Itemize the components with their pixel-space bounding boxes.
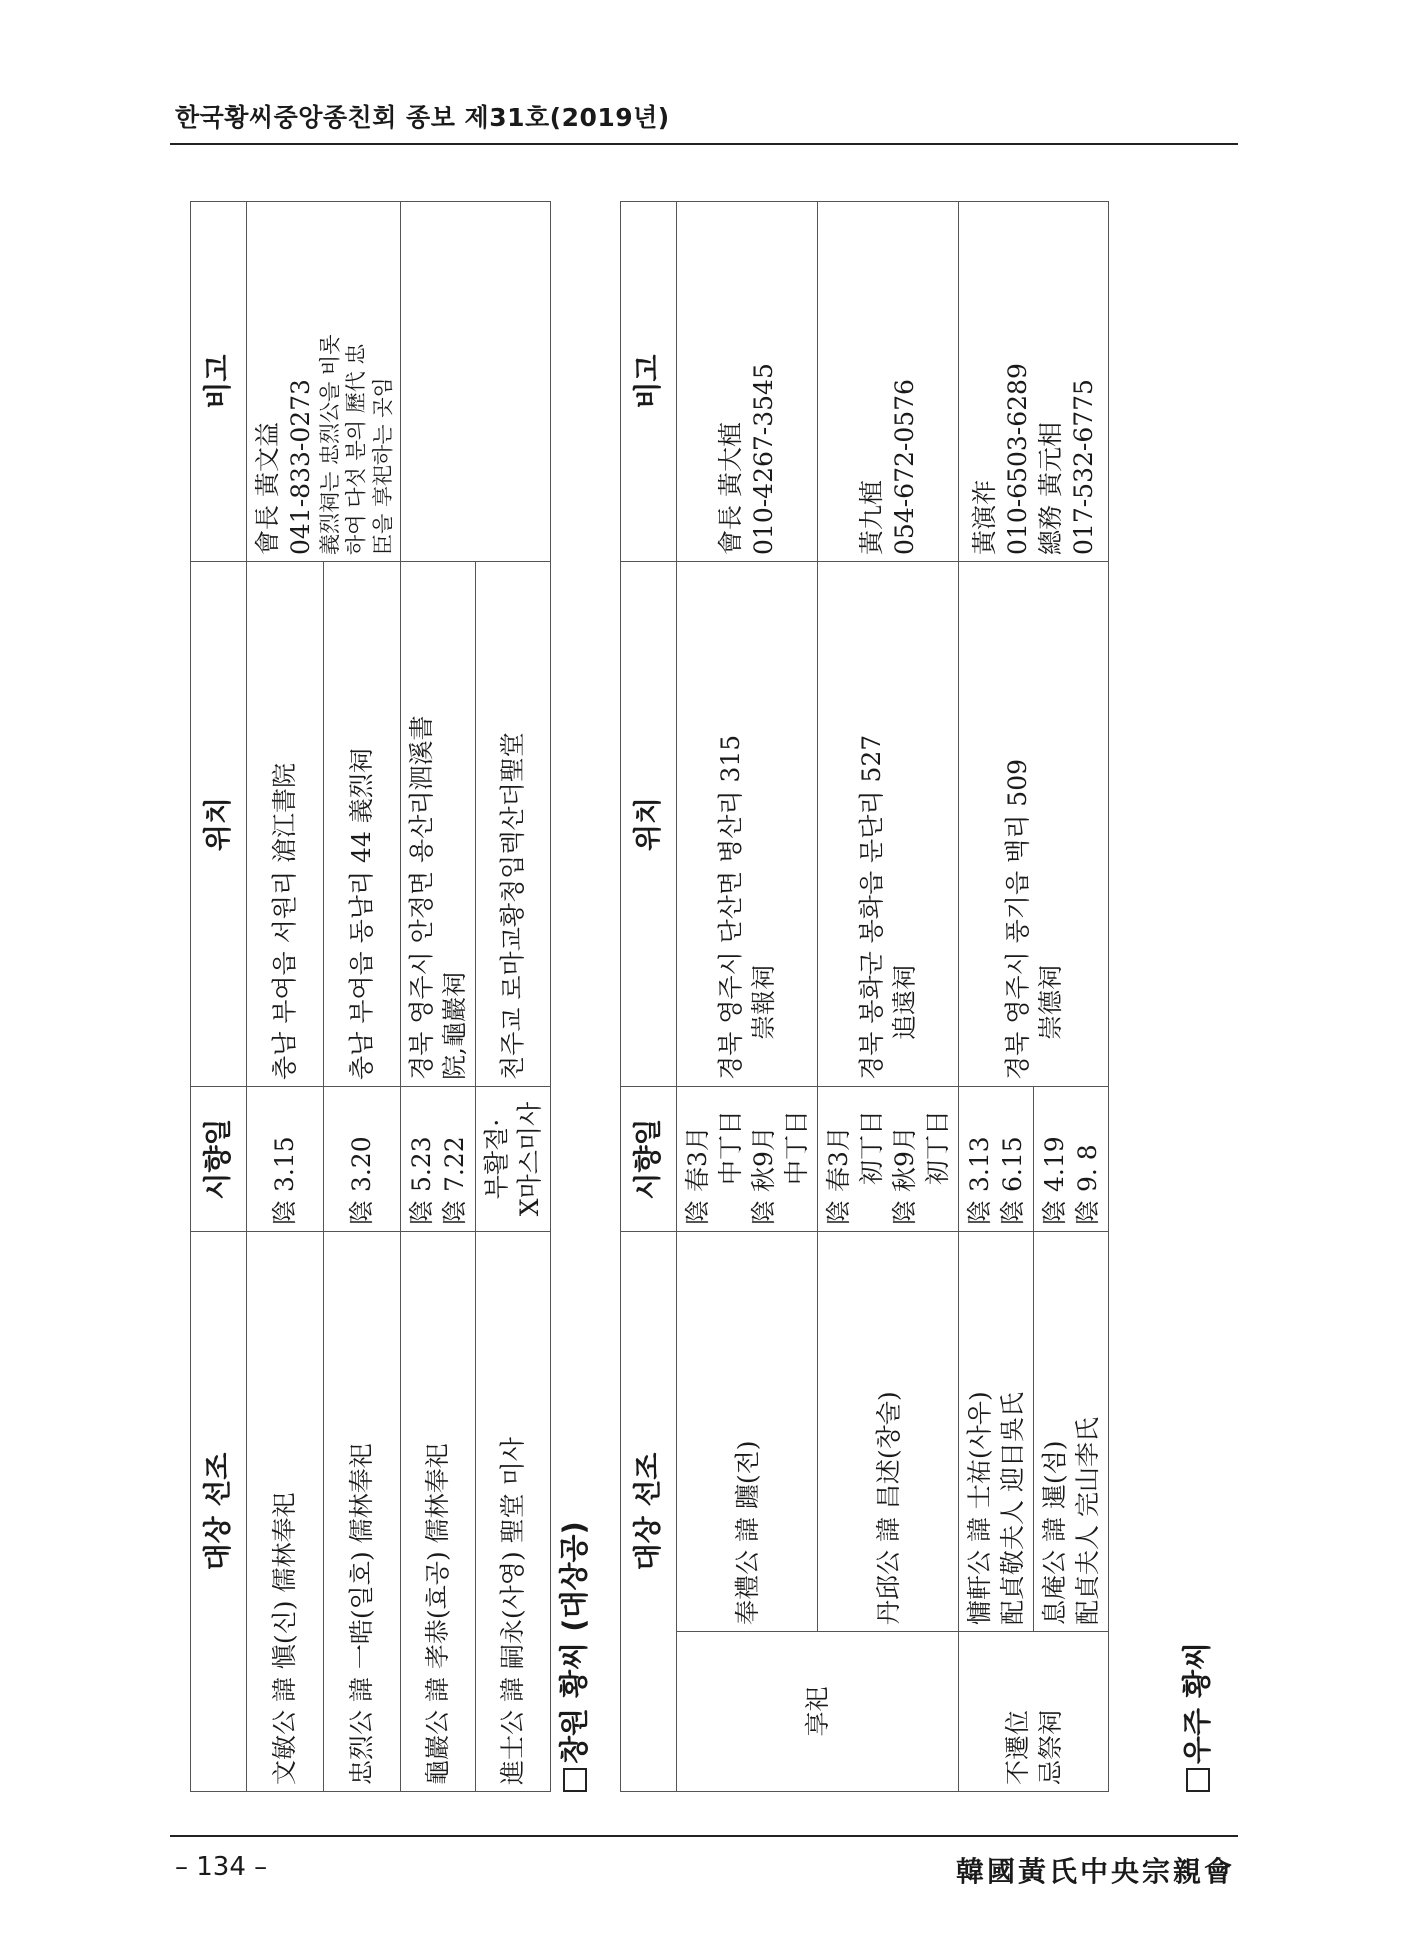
location-cell: 경북 봉화군 봉화읍 문단리 527 追遠祠 [818,561,959,1086]
date-cell: 陰 3.15 [247,1087,324,1232]
rotated-content [190,202,1220,1792]
table-row [247,202,324,1792]
header-date: 시향일 [621,1086,677,1231]
location-cell: 충남 부여읍 동남리 44 義烈祠 [323,562,400,1087]
organization-name: 韓國黃氏中央宗親會 [955,1855,1235,1888]
header-ancestor: 대상 선조 [621,1231,677,1791]
section-2-title: 창원 황씨 (대상공) [552,1521,593,1792]
date-cell: 陰 春3月 中丁日 陰 秋9月 中丁日 [677,1086,818,1231]
location-cell: 경북 영주시 단산면 병산리 315 崇報祠 [677,561,818,1086]
header-note: 비고 [621,201,677,561]
group-2-label-cell: 不遷位 忌祭祠 [959,1632,1109,1792]
header-rule [170,143,1238,145]
ancestor-cell: 丹邱公 諱 昌述(창술) [818,1231,959,1631]
date-cell: 陰 5.23 陰 7.22 [400,1087,475,1232]
location-cell: 경북 영주시 안정면 용산리泗溪書 院,龜巖祠 [400,562,475,1087]
group-label-cell: 享祀 [677,1632,959,1792]
table-1 [190,201,551,1792]
note-cell: 黃九植 054-672-0576 [818,201,959,561]
header-location: 위치 [191,562,247,1087]
table-row [959,201,1034,1791]
header-date: 시향일 [191,1087,247,1232]
table-row [400,202,475,1792]
ancestor-cell: 進士公 諱 嗣永(사영) 聖堂 미사 [475,1232,550,1792]
running-header: 한국황씨중앙종친회 종보 제31호(2019년) [175,103,670,132]
date-cell: 陰 3.13 陰 6.15 [959,1086,1034,1231]
section-3-title: 우주 황씨 [1175,1642,1216,1792]
ancestor-cell: 息庵公 諱 暹(섬) 配貞夫人 完山李氏 [1034,1231,1109,1631]
date-cell: 陰 春3月 初丁日 陰 秋9月 初丁日 [818,1086,959,1231]
ancestor-cell: 奉禮公 諱 躔(전) [677,1231,818,1631]
checkbox-square-icon [1186,1768,1210,1792]
note-cell: 會長 黃大植 010-4267-3545 [677,201,818,561]
note-cell [400,202,550,562]
note-cell: 會長 黃文益 041-833-0273 義烈祠는 忠烈公을 비롯 하여 다섯 분의 歷代 忠 臣을 享祀하는 곳임 [247,202,401,562]
table-2-header-row [621,201,677,1791]
date-cell: 陰 3.20 [323,1087,400,1232]
header-ancestor: 대상 선조 [191,1232,247,1792]
checkbox-square-icon [563,1768,587,1792]
table-row [818,201,959,1791]
note-cell: 黃演祚 010-6503-6289 總務 黃元相 017-532-6775 [959,201,1109,561]
page-number: – 134 – [175,1852,268,1882]
date-cell: 陰 4.19 陰 9. 8 [1034,1086,1109,1231]
date-cell: 부활절· X마스미사 [475,1087,550,1232]
location-cell: 천주교 로마교황청입렉산더聖堂 [475,562,550,1087]
table-2 [620,201,1109,1792]
footer-rule [170,1835,1238,1837]
ancestor-cell: 文敏公 諱 愼(신) 儒林奉祀 [247,1232,324,1792]
table-row [677,201,818,1791]
location-cell: 경북 영주시 풍기읍 백리 509 崇德祠 [959,561,1109,1086]
table-1-header-row [191,202,247,1792]
ancestor-cell: 忠烈公 諱 一晧(일호) 儒林奉祀 [323,1232,400,1792]
header-location: 위치 [621,561,677,1086]
header-note: 비고 [191,202,247,562]
ancestor-cell: 慵軒公 諱 士祐(사우) 配貞敬夫人 迎日吳氏 [959,1231,1034,1631]
ancestor-cell: 龜巖公 諱 孝恭(효공) 儒林奉祀 [400,1232,475,1792]
location-cell: 충남 부여읍 서원리 滄江書院 [247,562,324,1087]
